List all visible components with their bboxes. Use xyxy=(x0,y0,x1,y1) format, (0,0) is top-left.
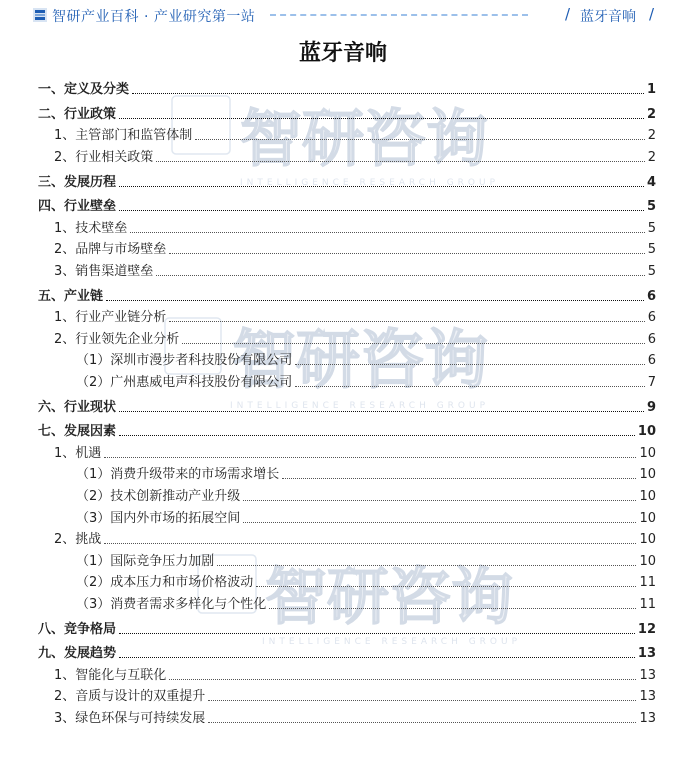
toc-entry[interactable] xyxy=(38,104,656,126)
toc-entry[interactable] xyxy=(38,594,656,616)
toc-page-number: 6 xyxy=(646,288,656,304)
toc-entry[interactable] xyxy=(38,708,656,730)
toc-page-number: 13 xyxy=(639,667,656,683)
toc-entry-title: 四、行业壁垒 xyxy=(38,199,117,215)
toc-entry[interactable] xyxy=(38,643,656,665)
toc-page-number: 2 xyxy=(646,106,656,122)
toc-entry[interactable] xyxy=(38,171,656,193)
toc-dot-leader xyxy=(119,411,644,412)
toc-dot-leader xyxy=(182,343,644,344)
breadcrumb-current[interactable]: 蓝牙音响 xyxy=(580,9,636,25)
toc-page-number: 5 xyxy=(647,264,656,280)
toc-entry[interactable] xyxy=(38,618,656,640)
toc-entry[interactable] xyxy=(38,218,656,240)
toc-entry[interactable] xyxy=(38,529,656,551)
toc-dot-leader xyxy=(119,186,644,187)
watermark-subtext: INTELLIGENCE RESEARCH GROUP xyxy=(240,178,500,188)
toc-page-number: 7 xyxy=(647,375,656,391)
toc-entry-title: 六、行业现状 xyxy=(38,399,117,415)
toc-entry-title: （1）消费升级带来的市场需求增长 xyxy=(76,467,280,483)
header-divider xyxy=(270,14,528,16)
toc-entry-title: （1）国际竞争压力加剧 xyxy=(76,553,215,569)
toc-entry-title: 1、技术壁垒 xyxy=(54,220,128,236)
toc-entry-title: （2）成本压力和市场价格波动 xyxy=(76,575,254,591)
toc-page-number: 10 xyxy=(639,467,656,483)
toc-entry-title: （2）广州惠威电声科技股份有限公司 xyxy=(76,375,293,391)
toc-entry-title: （3）国内外市场的拓展空间 xyxy=(76,510,241,526)
toc-entry[interactable] xyxy=(38,443,656,465)
toc-dot-leader xyxy=(130,232,644,233)
toc-entry[interactable] xyxy=(38,329,656,351)
toc-entry[interactable] xyxy=(38,686,656,708)
toc-dot-leader xyxy=(119,210,644,211)
toc-dot-leader xyxy=(256,586,636,587)
toc-page-number: 11 xyxy=(639,596,656,612)
toc-entry-title: 1、行业产业链分析 xyxy=(54,310,167,326)
toc-entry-title: 1、主管部门和监管体制 xyxy=(54,128,193,144)
toc-entry[interactable] xyxy=(38,239,656,261)
toc-page-number: 13 xyxy=(639,710,656,726)
toc-entry[interactable] xyxy=(38,147,656,169)
toc-page-number: 13 xyxy=(639,689,656,705)
toc-dot-leader xyxy=(169,679,636,680)
toc-page-number: 10 xyxy=(639,553,656,569)
toc-dot-leader xyxy=(243,500,636,501)
toc-entry-title: 3、销售渠道壁垒 xyxy=(54,264,154,280)
toc-page-number: 2 xyxy=(647,150,656,166)
toc-dot-leader xyxy=(119,657,635,658)
toc-entry-title: 三、发展历程 xyxy=(38,174,117,190)
toc-page-number: 10 xyxy=(639,445,656,461)
toc-dot-leader xyxy=(104,457,636,458)
brand-name[interactable]: 智研产业百科 · 产业研究第一站 xyxy=(52,9,256,25)
watermark-text: 智研咨询 xyxy=(265,560,514,633)
toc-entry[interactable] xyxy=(38,372,656,394)
toc-dot-leader xyxy=(156,275,644,276)
toc-entry[interactable] xyxy=(38,125,656,147)
toc-entry-title: 九、发展趋势 xyxy=(38,646,117,662)
toc-page-number: 2 xyxy=(647,128,656,144)
zhiyan-logo-icon xyxy=(32,7,48,23)
toc-dot-leader xyxy=(119,633,635,634)
toc-entry[interactable] xyxy=(38,664,656,686)
toc-page-number: 10 xyxy=(639,488,656,504)
toc-page-number: 5 xyxy=(646,199,656,215)
toc-page-number: 10 xyxy=(639,532,656,548)
toc-dot-leader xyxy=(217,565,636,566)
watermark-text: 智研咨询 xyxy=(232,324,488,398)
toc-dot-leader xyxy=(243,522,636,523)
toc-page-number: 9 xyxy=(646,399,656,415)
toc-entry-title: 3、绿色环保与可持续发展 xyxy=(54,710,206,726)
toc-entry-title: 八、竞争格局 xyxy=(38,621,117,637)
toc-entry-title: 2、挑战 xyxy=(54,532,102,548)
toc-dot-leader xyxy=(169,253,644,254)
toc-dot-leader xyxy=(282,478,636,479)
toc-dot-leader xyxy=(119,435,635,436)
toc-dot-leader xyxy=(269,608,636,609)
toc-dot-leader xyxy=(156,161,644,162)
toc-entry-title: 二、行业政策 xyxy=(38,106,117,122)
toc-entry-title: 一、定义及分类 xyxy=(38,82,130,98)
toc-entry-title: 2、行业相关政策 xyxy=(54,150,154,166)
toc-page-number: 4 xyxy=(646,174,656,190)
toc-dot-leader xyxy=(295,364,644,365)
breadcrumb-separator: / xyxy=(565,5,571,23)
toc-entry[interactable] xyxy=(38,196,656,218)
toc-entry[interactable] xyxy=(38,79,656,101)
toc-dot-leader xyxy=(132,93,644,94)
toc-page-number: 1 xyxy=(646,82,656,98)
toc-entry-title: （1）深圳市漫步者科技股份有限公司 xyxy=(76,353,293,369)
toc-entry[interactable] xyxy=(38,572,656,594)
toc-dot-leader xyxy=(169,321,644,322)
document-title: 蓝牙音响 xyxy=(298,40,387,66)
toc-entry[interactable] xyxy=(38,421,656,443)
toc-dot-leader xyxy=(106,300,644,301)
toc-entry[interactable] xyxy=(38,307,656,329)
toc-entry[interactable] xyxy=(38,550,656,572)
toc-entry-title: （3）消费者需求多样化与个性化 xyxy=(76,596,267,612)
toc-dot-leader xyxy=(195,139,644,140)
watermark-text: 智研咨询 xyxy=(240,102,489,175)
toc-entry[interactable] xyxy=(38,486,656,508)
toc-page-number: 6 xyxy=(647,310,656,326)
toc-entry[interactable] xyxy=(38,285,656,307)
toc-entry[interactable] xyxy=(38,464,656,486)
toc-page-number: 10 xyxy=(637,424,656,440)
toc-entry-title: 1、机遇 xyxy=(54,445,102,461)
page-header xyxy=(0,0,686,30)
toc-page-number: 5 xyxy=(647,220,656,236)
toc-page-number: 13 xyxy=(637,646,656,662)
toc-page-number: 6 xyxy=(647,353,656,369)
toc-entry-title: （2）技术创新推动产业升级 xyxy=(76,488,241,504)
toc-entry-title: 1、智能化与互联化 xyxy=(54,667,167,683)
toc-entry[interactable] xyxy=(38,350,656,372)
toc-page-number: 12 xyxy=(637,621,656,637)
toc-page-number: 11 xyxy=(639,575,656,591)
toc-entry-title: 2、品牌与市场壁垒 xyxy=(54,242,167,258)
toc-dot-leader xyxy=(104,543,636,544)
toc-entry-title: 七、发展因素 xyxy=(38,424,117,440)
toc-page-number: 6 xyxy=(647,331,656,347)
toc-dot-leader xyxy=(119,118,644,119)
toc-entry-title: 2、音质与设计的双重提升 xyxy=(54,689,206,705)
table-of-contents xyxy=(38,76,656,729)
watermark-subtext: INTELLIGENCE RESEARCH GROUP xyxy=(230,401,490,411)
breadcrumb-separator: / xyxy=(649,5,655,23)
toc-entry[interactable] xyxy=(38,396,656,418)
toc-page-number: 10 xyxy=(639,510,656,526)
toc-dot-leader xyxy=(208,700,636,701)
toc-dot-leader xyxy=(208,722,636,723)
toc-entry-title: 2、行业领先企业分析 xyxy=(54,331,180,347)
toc-entry[interactable] xyxy=(38,261,656,283)
toc-entry[interactable] xyxy=(38,507,656,529)
toc-page-number: 5 xyxy=(647,242,656,258)
toc-dot-leader xyxy=(295,386,644,387)
watermark-subtext: INTELLIGENCE RESEARCH GROUP xyxy=(262,637,522,647)
toc-entry-title: 五、产业链 xyxy=(38,288,104,304)
